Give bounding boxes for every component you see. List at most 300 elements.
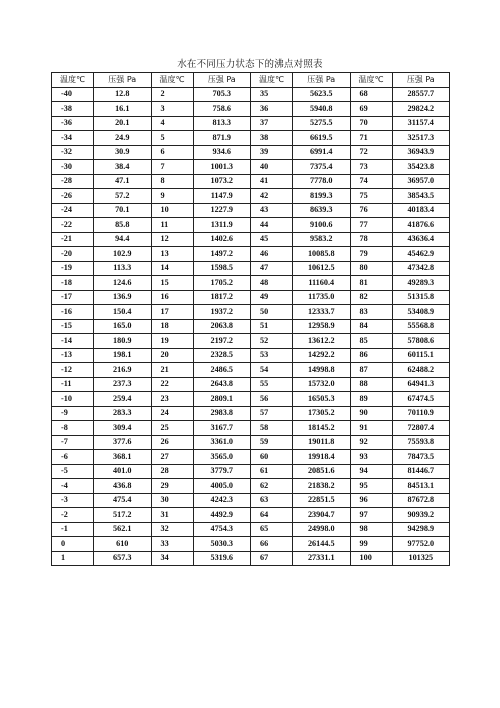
temperature-cell: 2	[151, 87, 193, 102]
pressure-cell: 24.9	[94, 131, 152, 146]
temperature-cell: 87	[350, 363, 392, 378]
pressure-cell: 72807.4	[392, 421, 450, 436]
pressure-cell: 51315.8	[392, 290, 450, 305]
pressure-cell: 57808.6	[392, 334, 450, 349]
pressure-cell: 27331.1	[293, 551, 351, 566]
temperature-cell: 33	[151, 537, 193, 552]
temperature-cell: 11	[151, 218, 193, 233]
pressure-cell: 871.9	[193, 131, 251, 146]
temperature-cell: 86	[350, 348, 392, 363]
table-row	[52, 493, 450, 508]
temperature-cell: -1	[52, 522, 94, 537]
table-row	[52, 551, 450, 566]
temperature-cell: 61	[251, 464, 293, 479]
header-pressure: 压强 Pa	[94, 73, 152, 88]
temperature-cell: 83	[350, 305, 392, 320]
pressure-cell: 4242.3	[193, 493, 251, 508]
temperature-cell: 54	[251, 363, 293, 378]
pressure-cell: 9100.6	[293, 218, 351, 233]
pressure-cell: 43636.4	[392, 232, 450, 247]
pressure-cell: 377.6	[94, 435, 152, 450]
temperature-cell: 73	[350, 160, 392, 175]
pressure-cell: 198.1	[94, 348, 152, 363]
temperature-cell: 22	[151, 377, 193, 392]
pressure-cell: 309.4	[94, 421, 152, 436]
temperature-cell: 4	[151, 116, 193, 131]
pressure-cell: 2063.8	[193, 319, 251, 334]
table-row	[52, 189, 450, 204]
temperature-cell: 62	[251, 479, 293, 494]
table-row	[52, 160, 450, 175]
pressure-cell: 1402.6	[193, 232, 251, 247]
pressure-cell: 16505.3	[293, 392, 351, 407]
temperature-cell: -20	[52, 247, 94, 262]
temperature-cell: -22	[52, 218, 94, 233]
pressure-cell: 41876.6	[392, 218, 450, 233]
temperature-cell: 10	[151, 203, 193, 218]
pressure-cell: 30.9	[94, 145, 152, 160]
pressure-cell: 7375.4	[293, 160, 351, 175]
temperature-cell: -9	[52, 406, 94, 421]
pressure-cell: 1937.2	[193, 305, 251, 320]
temperature-cell: -30	[52, 160, 94, 175]
temperature-cell: 9	[151, 189, 193, 204]
temperature-cell: -16	[52, 305, 94, 320]
temperature-cell: 14	[151, 261, 193, 276]
pressure-cell: 90939.2	[392, 508, 450, 523]
temperature-cell: 35	[251, 87, 293, 102]
pressure-cell: 75593.8	[392, 435, 450, 450]
pressure-cell: 15732.0	[293, 377, 351, 392]
pressure-cell: 38543.5	[392, 189, 450, 204]
temperature-cell: 31	[151, 508, 193, 523]
pressure-cell: 5030.3	[193, 537, 251, 552]
pressure-cell: 10612.5	[293, 261, 351, 276]
temperature-cell: -5	[52, 464, 94, 479]
pressure-cell: 934.6	[193, 145, 251, 160]
temperature-cell: 24	[151, 406, 193, 421]
pressure-cell: 23904.7	[293, 508, 351, 523]
temperature-cell: 82	[350, 290, 392, 305]
pressure-cell: 29824.2	[392, 102, 450, 117]
pressure-cell: 5319.6	[193, 551, 251, 566]
table-row	[52, 522, 450, 537]
temperature-cell: 47	[251, 261, 293, 276]
pressure-cell: 475.4	[94, 493, 152, 508]
temperature-cell: -3	[52, 493, 94, 508]
pressure-cell: 57.2	[94, 189, 152, 204]
pressure-cell: 136.9	[94, 290, 152, 305]
temperature-cell: -14	[52, 334, 94, 349]
table-row	[52, 392, 450, 407]
temperature-cell: -32	[52, 145, 94, 160]
pressure-cell: 97752.0	[392, 537, 450, 552]
table-row	[52, 247, 450, 262]
pressure-cell: 1147.9	[193, 189, 251, 204]
header-pressure: 压强 Pa	[293, 73, 351, 88]
pressure-cell: 24998.0	[293, 522, 351, 537]
pressure-cell: 35423.8	[392, 160, 450, 175]
pressure-cell: 94.4	[94, 232, 152, 247]
temperature-cell: 6	[151, 145, 193, 160]
table-row	[52, 435, 450, 450]
table-row	[52, 203, 450, 218]
temperature-cell: 37	[251, 116, 293, 131]
pressure-cell: 20851.6	[293, 464, 351, 479]
temperature-cell: -6	[52, 450, 94, 465]
pressure-cell: 1598.5	[193, 261, 251, 276]
temperature-cell: -21	[52, 232, 94, 247]
temperature-cell: 84	[350, 319, 392, 334]
pressure-cell: 4754.3	[193, 522, 251, 537]
pressure-cell: 70110.9	[392, 406, 450, 421]
pressure-cell: 94298.9	[392, 522, 450, 537]
pressure-cell: 2197.2	[193, 334, 251, 349]
temperature-cell: 97	[350, 508, 392, 523]
pressure-cell: 38.4	[94, 160, 152, 175]
pressure-cell: 813.3	[193, 116, 251, 131]
pressure-cell: 16.1	[94, 102, 152, 117]
temperature-cell: 88	[350, 377, 392, 392]
temperature-cell: 60	[251, 450, 293, 465]
temperature-cell: 77	[350, 218, 392, 233]
pressure-cell: 180.9	[94, 334, 152, 349]
pressure-cell: 150.4	[94, 305, 152, 320]
boiling-point-table	[51, 72, 450, 566]
temperature-cell: -17	[52, 290, 94, 305]
temperature-cell: 41	[251, 174, 293, 189]
pressure-cell: 2328.5	[193, 348, 251, 363]
pressure-cell: 9583.2	[293, 232, 351, 247]
pressure-cell: 12.8	[94, 87, 152, 102]
pressure-cell: 11735.0	[293, 290, 351, 305]
temperature-cell: 51	[251, 319, 293, 334]
temperature-cell: 64	[251, 508, 293, 523]
table-row	[52, 145, 450, 160]
pressure-cell: 64941.3	[392, 377, 450, 392]
temperature-cell: 81	[350, 276, 392, 291]
temperature-cell: 100	[350, 551, 392, 566]
temperature-cell: 89	[350, 392, 392, 407]
table-row	[52, 421, 450, 436]
temperature-cell: 40	[251, 160, 293, 175]
temperature-cell: 0	[52, 537, 94, 552]
pressure-cell: 101325	[392, 551, 450, 566]
table-row	[52, 102, 450, 117]
pressure-cell: 283.3	[94, 406, 152, 421]
header-row	[52, 73, 450, 88]
pressure-cell: 2983.8	[193, 406, 251, 421]
document-page	[51, 58, 449, 566]
pressure-cell: 70.1	[94, 203, 152, 218]
pressure-cell: 14292.2	[293, 348, 351, 363]
header-temperature: 温度℃	[251, 73, 293, 88]
pressure-cell: 67474.5	[392, 392, 450, 407]
temperature-cell: 27	[151, 450, 193, 465]
pressure-cell: 17305.2	[293, 406, 351, 421]
temperature-cell: 13	[151, 247, 193, 262]
pressure-cell: 124.6	[94, 276, 152, 291]
temperature-cell: 3	[151, 102, 193, 117]
pressure-cell: 62488.2	[392, 363, 450, 378]
pressure-cell: 1817.2	[193, 290, 251, 305]
pressure-cell: 45462.9	[392, 247, 450, 262]
temperature-cell: 57	[251, 406, 293, 421]
temperature-cell: 70	[350, 116, 392, 131]
pressure-cell: 10085.8	[293, 247, 351, 262]
pressure-cell: 55568.8	[392, 319, 450, 334]
temperature-cell: 69	[350, 102, 392, 117]
pressure-cell: 3167.7	[193, 421, 251, 436]
table-row	[52, 334, 450, 349]
temperature-cell: 43	[251, 203, 293, 218]
table-row	[52, 232, 450, 247]
temperature-cell: 92	[350, 435, 392, 450]
temperature-cell: -11	[52, 377, 94, 392]
table-row	[52, 363, 450, 378]
header-temperature: 温度℃	[151, 73, 193, 88]
temperature-cell: -19	[52, 261, 94, 276]
pressure-cell: 1311.9	[193, 218, 251, 233]
pressure-cell: 19011.8	[293, 435, 351, 450]
pressure-cell: 11160.4	[293, 276, 351, 291]
pressure-cell: 21838.2	[293, 479, 351, 494]
temperature-cell: 80	[350, 261, 392, 276]
pressure-cell: 40183.4	[392, 203, 450, 218]
temperature-cell: 42	[251, 189, 293, 204]
pressure-cell: 165.0	[94, 319, 152, 334]
pressure-cell: 87672.8	[392, 493, 450, 508]
temperature-cell: -4	[52, 479, 94, 494]
pressure-cell: 758.6	[193, 102, 251, 117]
temperature-cell: 36	[251, 102, 293, 117]
temperature-cell: 15	[151, 276, 193, 291]
pressure-cell: 47.1	[94, 174, 152, 189]
temperature-cell: 75	[350, 189, 392, 204]
pressure-cell: 60115.1	[392, 348, 450, 363]
temperature-cell: 94	[350, 464, 392, 479]
temperature-cell: 95	[350, 479, 392, 494]
pressure-cell: 3361.0	[193, 435, 251, 450]
header-pressure: 压强 Pa	[193, 73, 251, 88]
table-row	[52, 261, 450, 276]
temperature-cell: 79	[350, 247, 392, 262]
pressure-cell: 705.3	[193, 87, 251, 102]
temperature-cell: 23	[151, 392, 193, 407]
temperature-cell: 28	[151, 464, 193, 479]
pressure-cell: 6619.5	[293, 131, 351, 146]
pressure-cell: 562.1	[94, 522, 152, 537]
pressure-cell: 237.3	[94, 377, 152, 392]
pressure-cell: 4492.9	[193, 508, 251, 523]
table-row	[52, 174, 450, 189]
temperature-cell: 20	[151, 348, 193, 363]
temperature-cell: -40	[52, 87, 94, 102]
pressure-cell: 6991.4	[293, 145, 351, 160]
temperature-cell: -26	[52, 189, 94, 204]
pressure-cell: 12958.9	[293, 319, 351, 334]
table-row	[52, 218, 450, 233]
table-row	[52, 450, 450, 465]
table-title: 水在不同压力状态下的沸点对照表	[177, 59, 323, 70]
temperature-cell: 34	[151, 551, 193, 566]
temperature-cell: -15	[52, 319, 94, 334]
pressure-cell: 84513.1	[392, 479, 450, 494]
pressure-cell: 32517.3	[392, 131, 450, 146]
temperature-cell: -13	[52, 348, 94, 363]
temperature-cell: -10	[52, 392, 94, 407]
temperature-cell: -2	[52, 508, 94, 523]
pressure-cell: 14998.8	[293, 363, 351, 378]
temperature-cell: 90	[350, 406, 392, 421]
temperature-cell: 52	[251, 334, 293, 349]
temperature-cell: 38	[251, 131, 293, 146]
temperature-cell: -18	[52, 276, 94, 291]
table-row	[52, 348, 450, 363]
pressure-cell: 1705.2	[193, 276, 251, 291]
temperature-cell: 17	[151, 305, 193, 320]
pressure-cell: 1497.2	[193, 247, 251, 262]
temperature-cell: 48	[251, 276, 293, 291]
pressure-cell: 12333.7	[293, 305, 351, 320]
temperature-cell: 93	[350, 450, 392, 465]
pressure-cell: 113.3	[94, 261, 152, 276]
temperature-cell: 5	[151, 131, 193, 146]
pressure-cell: 8639.3	[293, 203, 351, 218]
pressure-cell: 401.0	[94, 464, 152, 479]
temperature-cell: 1	[52, 551, 94, 566]
pressure-cell: 36943.9	[392, 145, 450, 160]
temperature-cell: -28	[52, 174, 94, 189]
temperature-cell: 59	[251, 435, 293, 450]
pressure-cell: 610	[94, 537, 152, 552]
temperature-cell: 45	[251, 232, 293, 247]
pressure-cell: 53408.9	[392, 305, 450, 320]
pressure-cell: 18145.2	[293, 421, 351, 436]
pressure-cell: 13612.2	[293, 334, 351, 349]
temperature-cell: -7	[52, 435, 94, 450]
pressure-cell: 20.1	[94, 116, 152, 131]
temperature-cell: 67	[251, 551, 293, 566]
pressure-cell: 3565.0	[193, 450, 251, 465]
pressure-cell: 8199.3	[293, 189, 351, 204]
temperature-cell: 56	[251, 392, 293, 407]
table-row	[52, 131, 450, 146]
temperature-cell: 63	[251, 493, 293, 508]
table-row	[52, 319, 450, 334]
table-row	[52, 290, 450, 305]
table-row	[52, 508, 450, 523]
pressure-cell: 22851.5	[293, 493, 351, 508]
temperature-cell: 8	[151, 174, 193, 189]
temperature-cell: 98	[350, 522, 392, 537]
temperature-cell: 25	[151, 421, 193, 436]
temperature-cell: 16	[151, 290, 193, 305]
temperature-cell: -24	[52, 203, 94, 218]
table-row	[52, 406, 450, 421]
pressure-cell: 5940.8	[293, 102, 351, 117]
pressure-cell: 2809.1	[193, 392, 251, 407]
pressure-cell: 1073.2	[193, 174, 251, 189]
temperature-cell: 49	[251, 290, 293, 305]
pressure-cell: 368.1	[94, 450, 152, 465]
pressure-cell: 78473.5	[392, 450, 450, 465]
pressure-cell: 517.2	[94, 508, 152, 523]
temperature-cell: 68	[350, 87, 392, 102]
table-body	[52, 87, 450, 566]
pressure-cell: 85.8	[94, 218, 152, 233]
temperature-cell: 76	[350, 203, 392, 218]
temperature-cell: 72	[350, 145, 392, 160]
temperature-cell: 19	[151, 334, 193, 349]
pressure-cell: 19918.4	[293, 450, 351, 465]
pressure-cell: 216.9	[94, 363, 152, 378]
temperature-cell: -34	[52, 131, 94, 146]
pressure-cell: 7778.0	[293, 174, 351, 189]
table-row	[52, 116, 450, 131]
temperature-cell: 78	[350, 232, 392, 247]
temperature-cell: 50	[251, 305, 293, 320]
table-row	[52, 87, 450, 102]
temperature-cell: 66	[251, 537, 293, 552]
pressure-cell: 31157.4	[392, 116, 450, 131]
temperature-cell: 29	[151, 479, 193, 494]
pressure-cell: 28557.7	[392, 87, 450, 102]
temperature-cell: 96	[350, 493, 392, 508]
header-temperature: 温度℃	[350, 73, 392, 88]
temperature-cell: 26	[151, 435, 193, 450]
temperature-cell: -36	[52, 116, 94, 131]
header-pressure: 压强 Pa	[392, 73, 450, 88]
pressure-cell: 657.3	[94, 551, 152, 566]
temperature-cell: 18	[151, 319, 193, 334]
temperature-cell: 71	[350, 131, 392, 146]
pressure-cell: 5275.5	[293, 116, 351, 131]
pressure-cell: 259.4	[94, 392, 152, 407]
pressure-cell: 36957.0	[392, 174, 450, 189]
temperature-cell: 32	[151, 522, 193, 537]
temperature-cell: 53	[251, 348, 293, 363]
temperature-cell: 44	[251, 218, 293, 233]
temperature-cell: 85	[350, 334, 392, 349]
temperature-cell: -8	[52, 421, 94, 436]
table-row	[52, 464, 450, 479]
pressure-cell: 102.9	[94, 247, 152, 262]
temperature-cell: 55	[251, 377, 293, 392]
pressure-cell: 47342.8	[392, 261, 450, 276]
pressure-cell: 5623.5	[293, 87, 351, 102]
temperature-cell: 12	[151, 232, 193, 247]
table-row	[52, 537, 450, 552]
pressure-cell: 2486.5	[193, 363, 251, 378]
header-temperature: 温度℃	[52, 73, 94, 88]
temperature-cell: 46	[251, 247, 293, 262]
temperature-cell: 99	[350, 537, 392, 552]
table-row	[52, 305, 450, 320]
temperature-cell: 7	[151, 160, 193, 175]
pressure-cell: 49289.3	[392, 276, 450, 291]
pressure-cell: 3779.7	[193, 464, 251, 479]
pressure-cell: 1227.9	[193, 203, 251, 218]
pressure-cell: 81446.7	[392, 464, 450, 479]
temperature-cell: -38	[52, 102, 94, 117]
temperature-cell: -12	[52, 363, 94, 378]
temperature-cell: 30	[151, 493, 193, 508]
pressure-cell: 4005.0	[193, 479, 251, 494]
temperature-cell: 74	[350, 174, 392, 189]
temperature-cell: 39	[251, 145, 293, 160]
temperature-cell: 91	[350, 421, 392, 436]
